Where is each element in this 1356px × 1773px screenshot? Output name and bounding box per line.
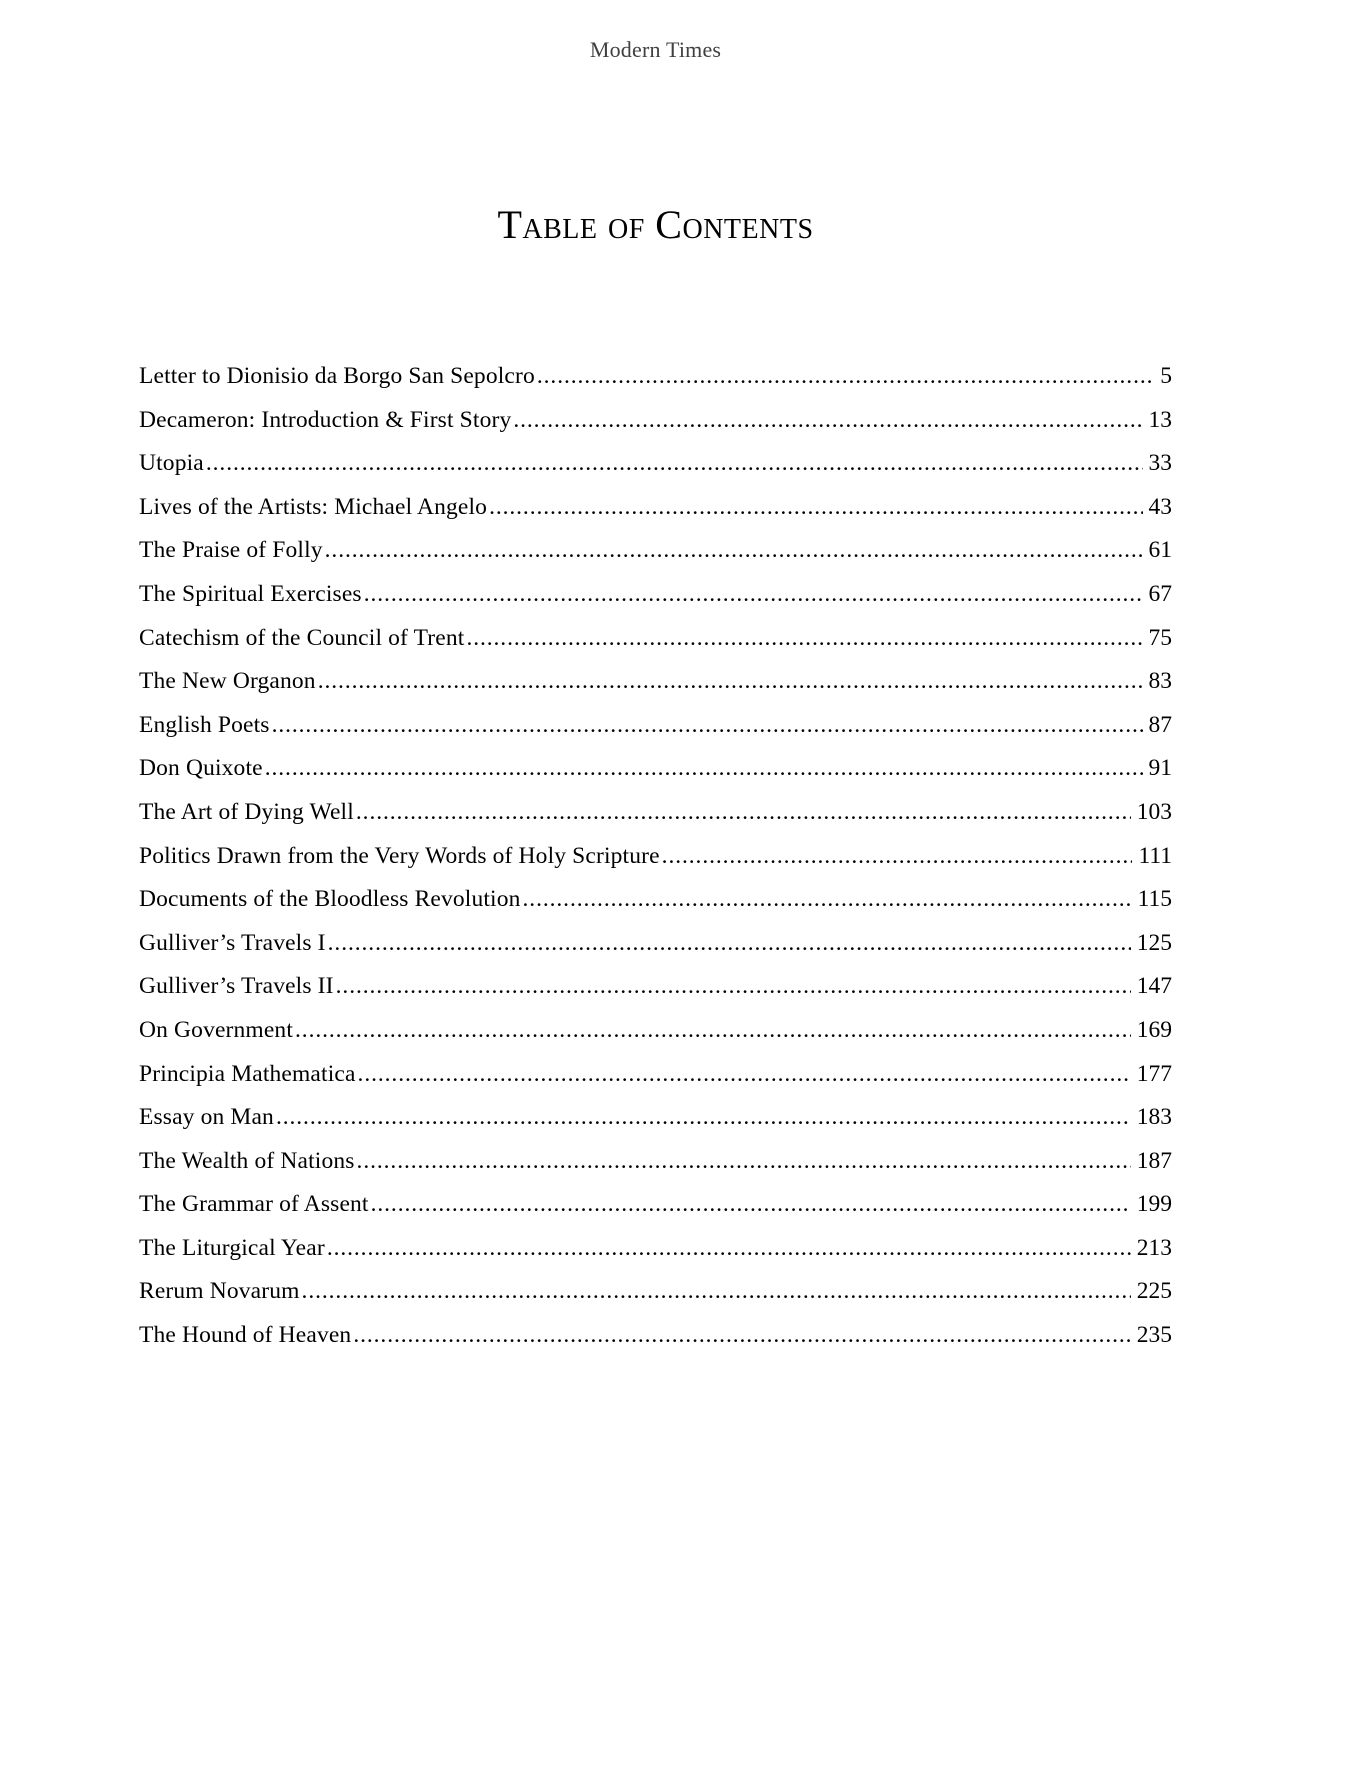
toc-entry[interactable] [139,1059,1172,1103]
toc-entry-title: The Hound of Heaven [139,1322,352,1349]
toc-entry[interactable] [139,361,1172,405]
dot-leader [353,1320,1130,1350]
toc-entry-title: English Poets [139,711,270,738]
dot-leader [327,1233,1131,1263]
toc-entry-page: 169 [1136,1016,1172,1043]
toc-entry-page: 213 [1136,1234,1172,1261]
dot-leader [356,797,1131,827]
toc-entry-title: The Wealth of Nations [139,1147,355,1174]
toc-entry-title: Utopia [139,450,204,477]
toc-entry-title: Documents of the Bloodless Revolution [139,886,521,913]
toc-entry-title: On Government [139,1016,294,1043]
toc-entry-title: Decameron: Introduction & First Story [139,406,512,433]
toc-entry-page: 33 [1148,450,1172,477]
toc-entry[interactable] [139,1146,1172,1190]
toc-entry-title: Politics Drawn from the Very Words of Holy Scripture [139,842,660,869]
toc-entry[interactable] [139,579,1172,623]
dot-leader [206,448,1143,478]
dot-leader [537,361,1154,391]
toc-entry[interactable] [139,1233,1172,1277]
dot-leader [358,1059,1131,1089]
toc-entry[interactable] [139,841,1172,885]
toc-entry-title: Letter to Dionisio da Borgo San Sepolcro [139,363,535,389]
dot-leader [276,1102,1131,1132]
toc-entry[interactable] [139,1276,1172,1320]
toc-entry[interactable] [139,448,1172,492]
page-title: Table of Contents [497,202,814,247]
toc-entry-page: 103 [1136,798,1172,825]
toc-entry[interactable] [139,753,1172,797]
toc-entry-page: 61 [1148,537,1172,564]
toc-entry-page: 115 [1137,886,1172,913]
dot-leader [328,928,1131,958]
toc-entry[interactable] [139,928,1172,972]
toc-entry-page: 91 [1148,755,1172,782]
dot-leader [318,666,1143,696]
dot-leader [662,841,1133,871]
toc-entry-page: 5 [1160,363,1172,389]
toc-entry-title: The Art of Dying Well [139,798,354,825]
dot-leader [364,579,1143,609]
toc-entry-page: 83 [1148,668,1172,695]
toc-entry[interactable] [139,1015,1172,1059]
toc-entry-title: Catechism of the Council of Trent [139,624,465,651]
toc-entry-page: 187 [1136,1147,1172,1174]
toc-entry-page: 67 [1148,580,1172,607]
toc-entry-page: 111 [1138,842,1172,869]
toc-entry-title: The Praise of Folly [139,537,323,564]
toc-entry-page: 125 [1136,929,1172,956]
table-of-contents [139,361,1172,1364]
toc-entry-title: Rerum Novarum [139,1278,300,1305]
toc-entry[interactable] [139,797,1172,841]
toc-entry-page: 87 [1148,711,1172,738]
toc-entry-page: 13 [1148,406,1172,433]
dot-leader [466,623,1142,653]
running-header: Modern Times [589,37,722,62]
dot-leader [302,1276,1131,1306]
toc-entry-page: 183 [1136,1104,1172,1131]
toc-entry[interactable] [139,405,1172,449]
dot-leader [265,753,1143,783]
toc-entry[interactable] [139,971,1172,1015]
toc-entry[interactable] [139,666,1172,710]
dot-leader [371,1189,1131,1219]
toc-entry[interactable] [139,492,1172,536]
toc-entry[interactable] [139,710,1172,754]
toc-entry-title: Gulliver’s Travels I [139,929,326,956]
toc-entry[interactable] [139,884,1172,928]
toc-entry-title: Don Quixote [139,755,263,782]
toc-entry-page: 147 [1136,973,1172,1000]
toc-entry-title: The Liturgical Year [139,1234,325,1261]
toc-entry-page: 177 [1136,1060,1172,1087]
toc-entry[interactable] [139,623,1172,667]
toc-entry-title: Essay on Man [139,1104,274,1131]
toc-entry-title: Principia Mathematica [139,1060,356,1087]
toc-entry-page: 75 [1148,624,1172,651]
toc-entry-page: 43 [1148,493,1172,520]
toc-entry-title: Lives of the Artists: Michael Angelo [139,493,488,520]
toc-entry-title: The New Organon [139,668,316,695]
toc-entry-page: 235 [1136,1322,1172,1349]
toc-entry[interactable] [139,535,1172,579]
toc-entry-title: The Grammar of Assent [139,1191,369,1218]
dot-leader [513,405,1142,435]
toc-entry-title: The Spiritual Exercises [139,580,362,607]
toc-entry[interactable] [139,1102,1172,1146]
toc-entry[interactable] [139,1320,1172,1364]
toc-entry-page: 199 [1136,1191,1172,1218]
dot-leader [357,1146,1131,1176]
toc-entry[interactable] [139,1189,1172,1233]
dot-leader [489,492,1142,522]
dot-leader [295,1015,1131,1045]
dot-leader [272,710,1143,740]
toc-entry-title: Gulliver’s Travels II [139,973,334,1000]
toc-entry-page: 225 [1136,1278,1172,1305]
dot-leader [325,535,1143,565]
dot-leader [523,884,1132,914]
dot-leader [336,971,1131,1001]
